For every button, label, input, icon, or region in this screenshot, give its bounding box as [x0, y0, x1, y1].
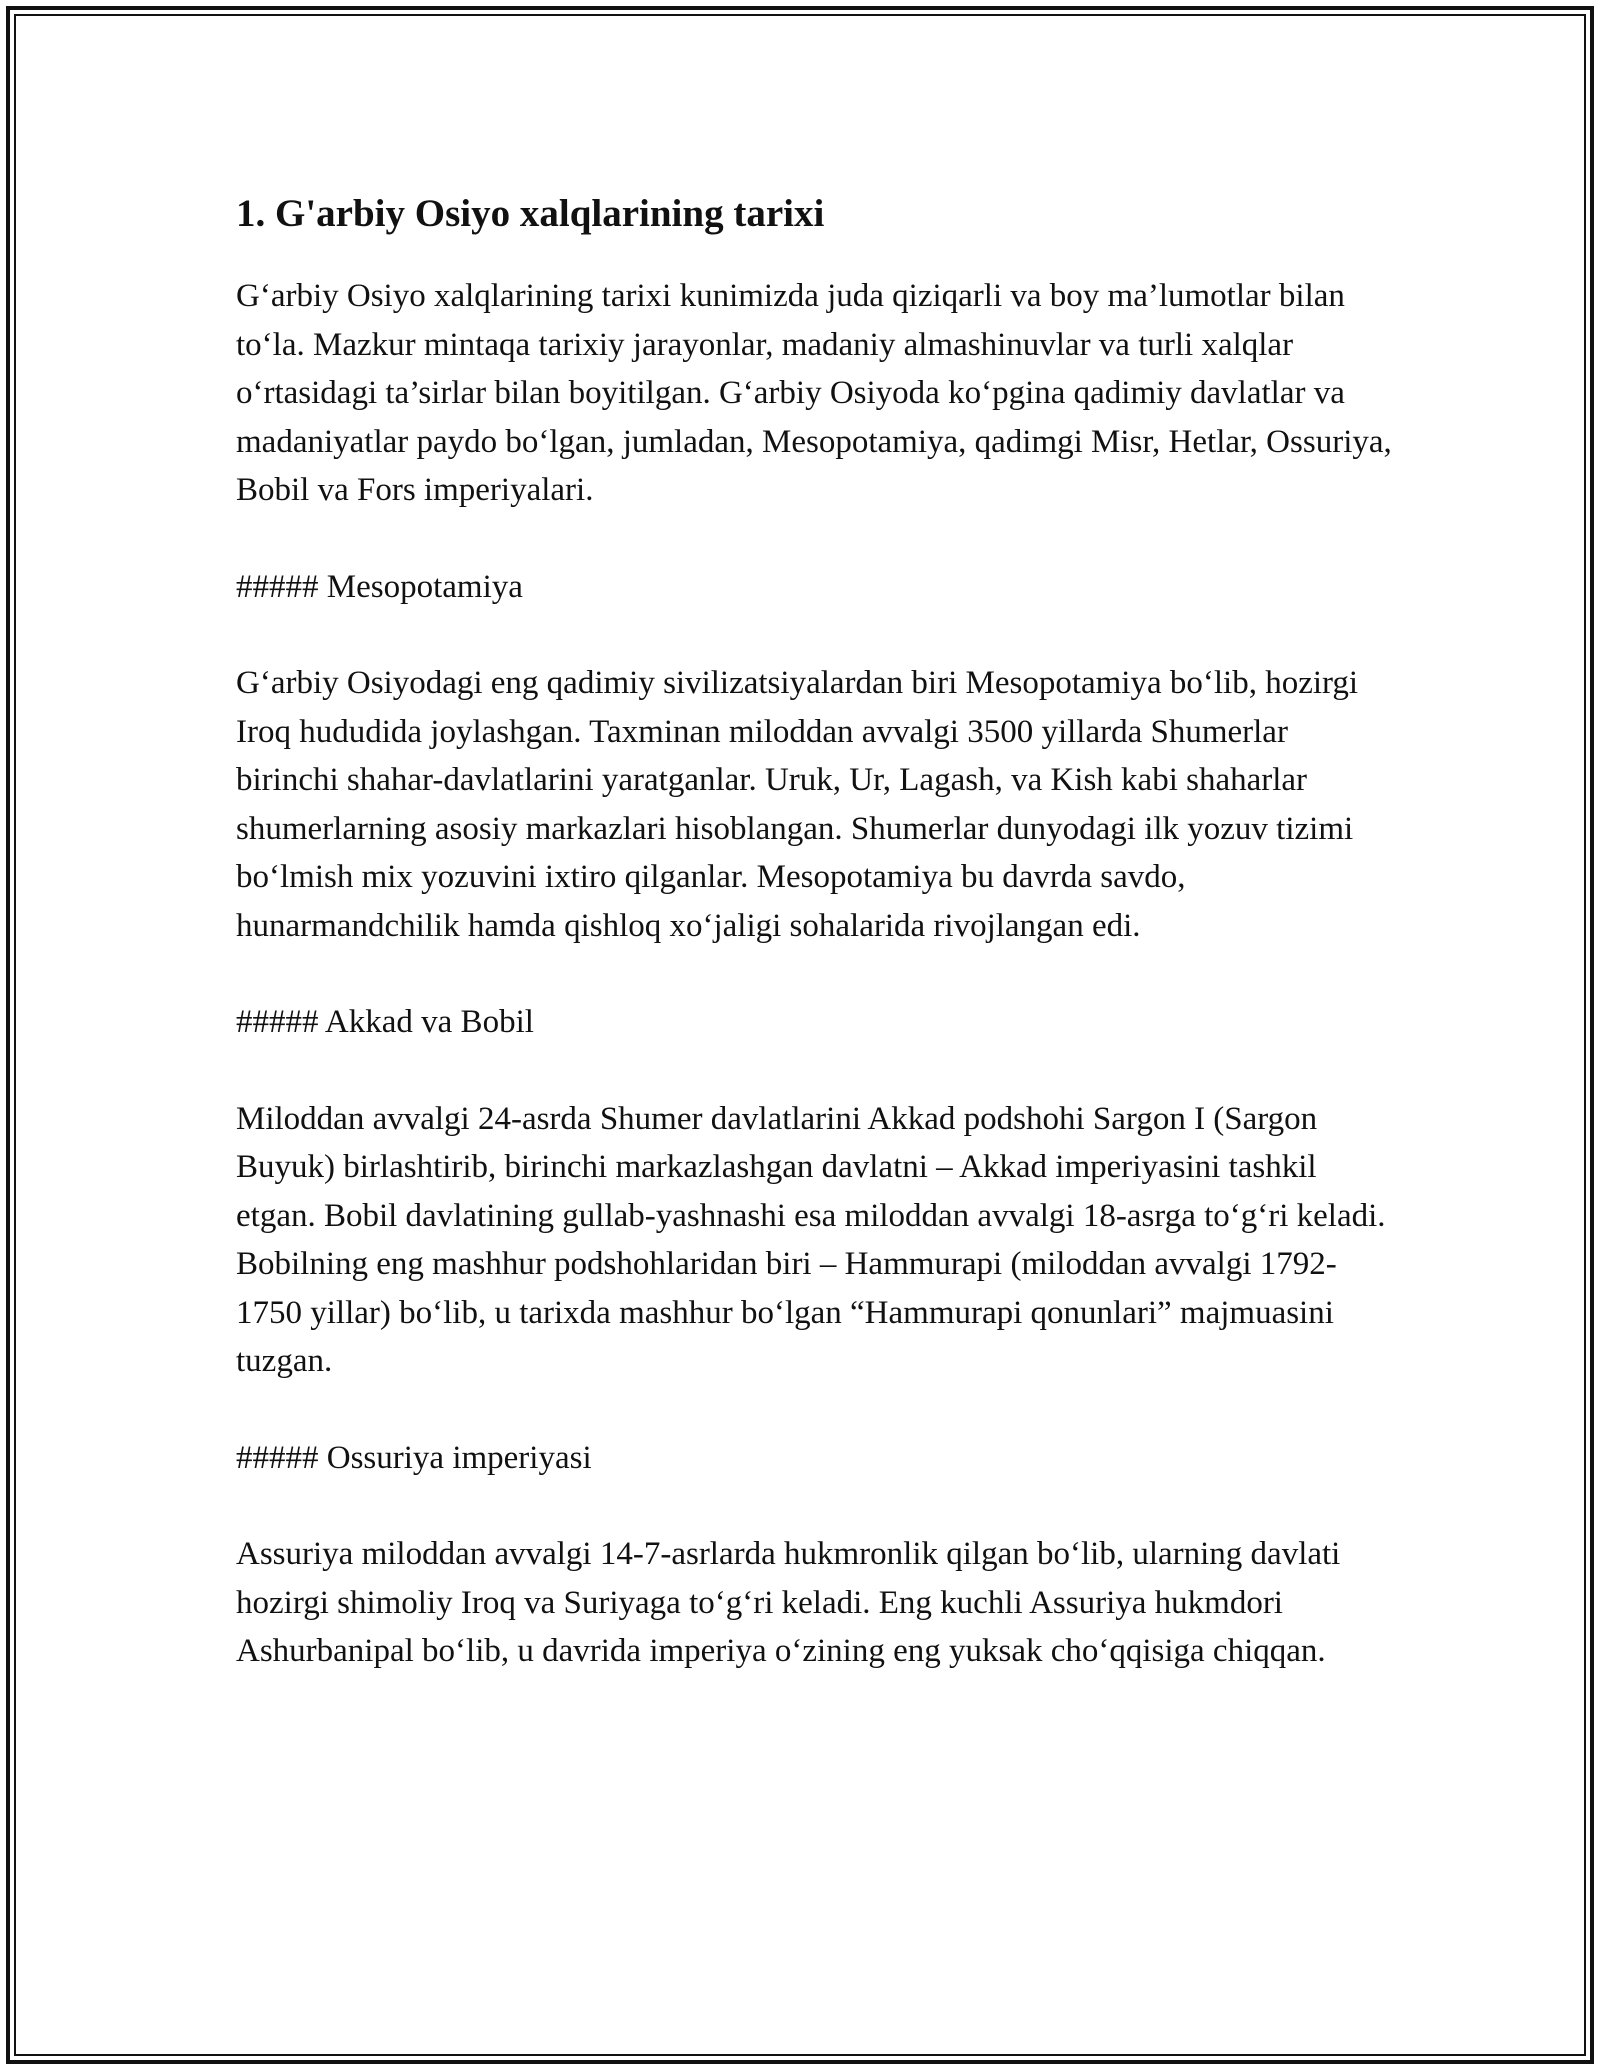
paragraph-intro: G‘arbiy Osiyo xalqlarining tarixi kunimizda juda qiziqarli va boy ma’lumotlar bilan to‘la. Mazkur mintaqa tarixiy jarayonlar, madaniy almashinuvlar va turli xalqlar o‘rtasidagi ta’sirlar bilan boyitilgan. G‘arbiy Osiyoda ko‘pgina qadimiy davlatlar va madaniyatlar paydo bo‘lgan, jumladan, Mesopotamiya, qadimgi Misr, Hetlar, Ossuriya, Bobil va Fors imperiyalari.	[236, 278, 1392, 508]
paragraph-ossuriya: Assuriya miloddan avvalgi 14-7-asrlarda hukmronlik qilgan bo‘lib, ularning davlati hozirgi shimoliy Iroq va Suriyaga to‘g‘ri keladi. Eng kuchli Assuriya hukmdori Ashurbanipal bo‘lib, u davrida imperiya o‘zining eng yuksak cho‘qqisiga chiqqan.	[236, 1536, 1341, 1669]
subheading-akkad-bobil: ##### Akkad va Bobil	[236, 1004, 534, 1040]
document-title: 1. G'arbiy Osiyo xalqlarining tarixi	[236, 192, 825, 235]
subheading-mesopotamiya: ##### Mesopotamiya	[236, 568, 523, 605]
subheading-ossuriya: ##### Ossuriya imperiyasi	[236, 1439, 592, 1476]
paragraph-akkad-bobil: Miloddan avvalgi 24-asrda Shumer davlatlarini Akkad podshohi Sargon I (Sargon Buyuk) birlashtirib, birinchi markazlashgan davlatni – Akkad imperiyasini tashkil etgan. Bobil davlatining gullab-yashnashi esa miloddan avvalgi 18-asrga to‘g‘ri keladi. Bobilning eng mashhur podshohlaridan biri – Hammurapi (miloddan avvalgi 1792-1750 yillar) bo‘lib, u tarixda mashhur bo‘lgan “Hammurapi qonunlari” majmuasini tuzgan.	[236, 1100, 1386, 1379]
document-body	[236, 186, 1396, 1724]
paragraph-mesopotamiya: G‘arbiy Osiyodagi eng qadimiy sivilizatsiyalardan biri Mesopotamiya bo‘lib, hozirgi Iroq hududida joylashgan. Taxminan miloddan avvalgi 3500 yillarda Shumerlar birinchi shahar-davlatlarini yaratganlar. Uruk, Ur, Lagash, va Kish kabi shaharlar shumerlarning asosiy markazlari hisoblangan. Shumerlar dunyodagi ilk yozuv tizimi bo‘lmish mix yozuvini ixtiro qilganlar. Mesopotamiya bu davrda savdo, hunarmandchilik hamda qishloq xo‘jaligi sohalarida rivojlangan edi.	[236, 665, 1359, 944]
